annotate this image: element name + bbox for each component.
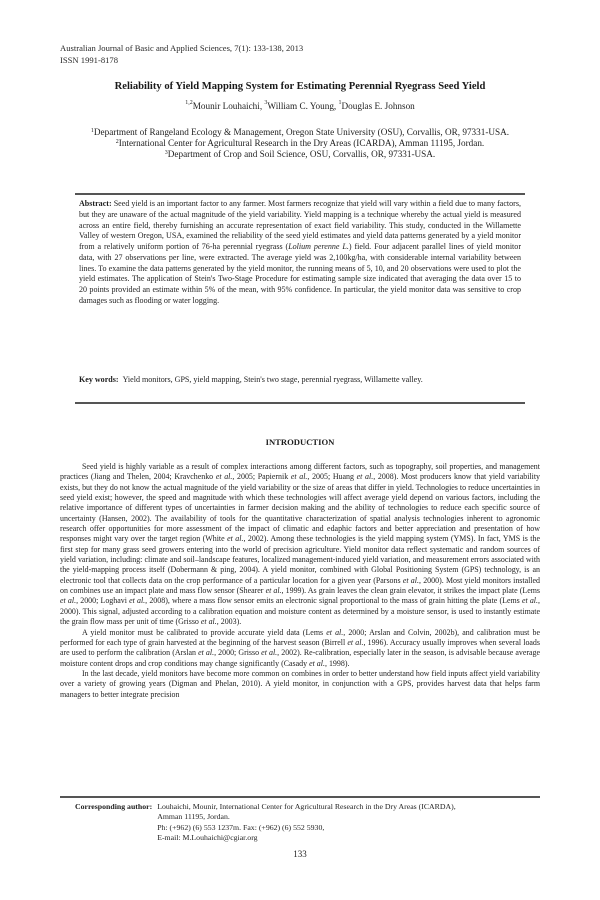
footnote-rule xyxy=(60,796,540,798)
paragraph-text: A yield monitor must be calibrated to provide accurate yield data (Lems xyxy=(82,627,327,637)
corresponding-author-details xyxy=(157,802,455,844)
issn: ISSN 1991-8178 xyxy=(60,55,119,65)
corresponding-author-label: Corresponding author: xyxy=(75,802,153,811)
author-name: Mounir Louhaichi, xyxy=(192,101,263,111)
corr-line: Ph: (+962) (6) 553 1237m. Fax: (+962) (6) 552 5930, xyxy=(157,822,325,832)
paragraph-text: , 2005; Papiernik xyxy=(232,472,291,482)
abstract-label: Abstract: xyxy=(79,199,112,208)
author-name: Douglas E. Johnson xyxy=(341,101,415,111)
et-al: et al. xyxy=(326,627,344,637)
keywords-text: Yield monitors, GPS, yield mapping, Stein's two stage, perennial ryegrass, Willamette valley. xyxy=(122,375,423,384)
paragraph-text: , 2000; Grisso xyxy=(214,648,262,658)
paragraph: In the last decade, yield monitors have become more common on combines in order to better understand how field inputs affect yield variability over a variety of growing years (Digman and Phelan, 2010). A yield monitor, in conjunction with a GPS, provides harvest data that helps farm managers to better integrate precision xyxy=(60,668,540,699)
et-al: et al. xyxy=(198,648,215,658)
paragraph-text: , 2002). Re-calibration, especially later in the season, is advisable because average moisture content drops and crop conditions may change significantly (Casady xyxy=(60,648,540,668)
et-al: et al. xyxy=(402,575,419,585)
paragraph-text: , 2008), where a mass flow sensor emits an electronic signal proportional to the mass of grain hitting the plate (Lems xyxy=(145,596,522,606)
et-al: et al. xyxy=(309,658,325,668)
et-al: et al. xyxy=(347,637,364,647)
paragraph xyxy=(60,462,540,628)
et-al: et al. xyxy=(265,586,282,596)
paper-title: Reliability of Yield Mapping System for Estimating Perennial Ryegrass Seed Yield xyxy=(114,81,486,92)
author-affil-sup: 3 xyxy=(264,100,268,106)
paragraph-text: , 2000). Most yield monitors installed on combines use an impact plate and mass flow sensor (Shearer xyxy=(60,575,541,596)
paragraph-text: , 2008). Most producers know that yield variability exists, but they do not know the actual magnitude of the yield variability or the size of areas that differ in yield. Technologies to reduce uncertainties in seed yield exist; however, the speed and magnitude with which these technologies will affect average yield depend on various factors, including the relative importance of different types of uncertainties in farmer decision making and the ability of technologies to reduce each specific source of uncertainty (Hansen, 2002). The availability of tools for the quantitative characterization of spatial analysis technologies inherent to agronomic research offer opportunities for more assessment of the impact of climatic and edaphic factors and better appreciation and presentation of how responses might vary over the target region (White xyxy=(60,472,541,544)
et-al: et al. xyxy=(215,472,233,482)
et-al: et al. xyxy=(200,617,217,627)
keywords xyxy=(79,375,521,386)
affil-text: Department of Crop and Soil Science, OSU, Corvallis, OR, 97331-USA. xyxy=(167,149,436,159)
et-al: et al. xyxy=(521,596,538,606)
affiliation xyxy=(60,127,540,138)
section-heading-introduction: INTRODUCTION xyxy=(265,437,335,447)
affiliation xyxy=(60,149,540,160)
abstract-top-rule xyxy=(75,193,525,195)
introduction-body xyxy=(60,462,540,700)
paragraph-text: , 2000; Arslan and Colvin, 2002b), and calibration must be performed for each type of grain harvested at the beginning of the harvest season (Birrell xyxy=(60,627,540,647)
keywords-label: Key words: xyxy=(79,375,119,384)
paragraph-text: , 2002). Among these technologies is the yield mapping system (YMS). In fact, YMS is the first step for many grass seed growers entering into the world of precision agriculture. Yield monitor data reflect systematic and random sources of yield variation, including: climate and soil–landscape features, localized management-induced yield variation, and measurement errors associated with the yield-mapping process itself (Dobermann & ping, 2004). A yield monitor, combined with Global Positioning System (GPS) technology, is an electronic tool that collects data on the crop performance of a particular location for a given year (Parsons xyxy=(60,534,541,585)
paragraph-text: , 1999). As grain leaves the clean grain elevator, it strikes the impact plate (Lems xyxy=(281,586,540,596)
author-affil-sup: 1 xyxy=(338,100,342,106)
paragraph-text: , 2003). xyxy=(216,617,242,627)
et-al: et al. xyxy=(227,534,244,544)
journal-header xyxy=(60,42,303,66)
paragraph-text: , 2005; Huang xyxy=(307,472,357,482)
affiliation xyxy=(60,138,540,149)
et-al: et al. xyxy=(356,472,374,482)
affil-sup: 2 xyxy=(115,139,119,145)
affil-text: International Center for Agricultural Research in the Dry Areas (ICARDA), Amman 11195, Jordan. xyxy=(118,138,485,148)
affil-sup: 3 xyxy=(164,150,168,156)
paragraph-text: , 1998). xyxy=(324,658,350,668)
page-number: 133 xyxy=(293,849,307,859)
corr-line: Louhaichi, Mounir, International Center for Agricultural Research in the Dry Areas (ICARDA), xyxy=(157,802,456,811)
et-al: et al. xyxy=(290,472,308,482)
species-name: Lolium perenne L. xyxy=(288,242,349,251)
keywords-bottom-rule xyxy=(75,402,525,404)
et-al: et al. xyxy=(60,596,77,606)
abstract-text: ) field. Four adjacent parallel lines of yield monitor data, with 27 observations per line, were extracted. The average yield was 2,100kg/ha, with considerable internal variability between lines. To examine the data patterns generated by the yield monitor, the running means of 5, 10, and 20 observations were used to plot the yield estimates. The application of Stein's Two-Stage Procedure for estimating sample size indicated that averaging the data over 15 to 20 points provided an estimate within 5% of the mean, with 95% confidence. In particular, the yield monitor data was sensitive to crop damages such as flooding or water logging. xyxy=(79,242,521,305)
paragraph-text: , 2000). This signal, adjusted according to a calibration equation and moisture content as determined by a moisture sensor, is used to instantly estimate the grain flow mass per unit of time (Grisso xyxy=(60,596,540,627)
author-list xyxy=(60,101,540,111)
author-name: William C. Young, xyxy=(267,101,337,111)
paragraph-text: , 2000; Loghavi xyxy=(76,596,130,606)
affil-sup: 1 xyxy=(90,128,94,134)
abstract xyxy=(79,199,521,307)
paragraph-text: , 1996). Accuracy usually improves when several loads are used to perform the calibration (Arslan xyxy=(60,637,540,658)
corr-email: E-mail: M.Louhaichi@cgiar.org xyxy=(157,833,258,843)
et-al: et al. xyxy=(129,596,146,606)
journal-citation: Australian Journal of Basic and Applied Sciences, 7(1): 133-138, 2013 xyxy=(60,43,304,53)
paragraph-text: Seed yield is highly variable as a result of complex interactions among different factors, such as topography, soil properties, and management practices (Jiang and Thelen, 2004; Kravchenko xyxy=(60,462,540,482)
paragraph xyxy=(60,628,540,669)
affiliations xyxy=(60,127,540,160)
author-affil-sup: 1,2 xyxy=(185,100,193,106)
corresponding-author xyxy=(75,802,530,844)
et-al: et al. xyxy=(261,648,278,658)
affil-text: Department of Rangeland Ecology & Management, Oregon State University (OSU), Corvallis, OR, 97331-USA. xyxy=(93,127,510,137)
abstract-text: Seed yield is an important factor to any farmer. Most farmers recognize that yield will vary within a field due to many factors, but they are unaware of the actual magnitude of the yield variability. Yield mapping is a technique whereby the actual yield is measured across an entire field, thereby furnishing an accurate representation of exact field variability. This study, conducted in the Willamette Valley of western Oregon, USA, examined the reliability of the seed yield estimates and yield data patterns generated by a yield monitor from a relatively uniform portion of 76-ha perennial ryegrass ( xyxy=(79,199,521,251)
corr-line: Amman 11195, Jordan. xyxy=(157,812,230,822)
